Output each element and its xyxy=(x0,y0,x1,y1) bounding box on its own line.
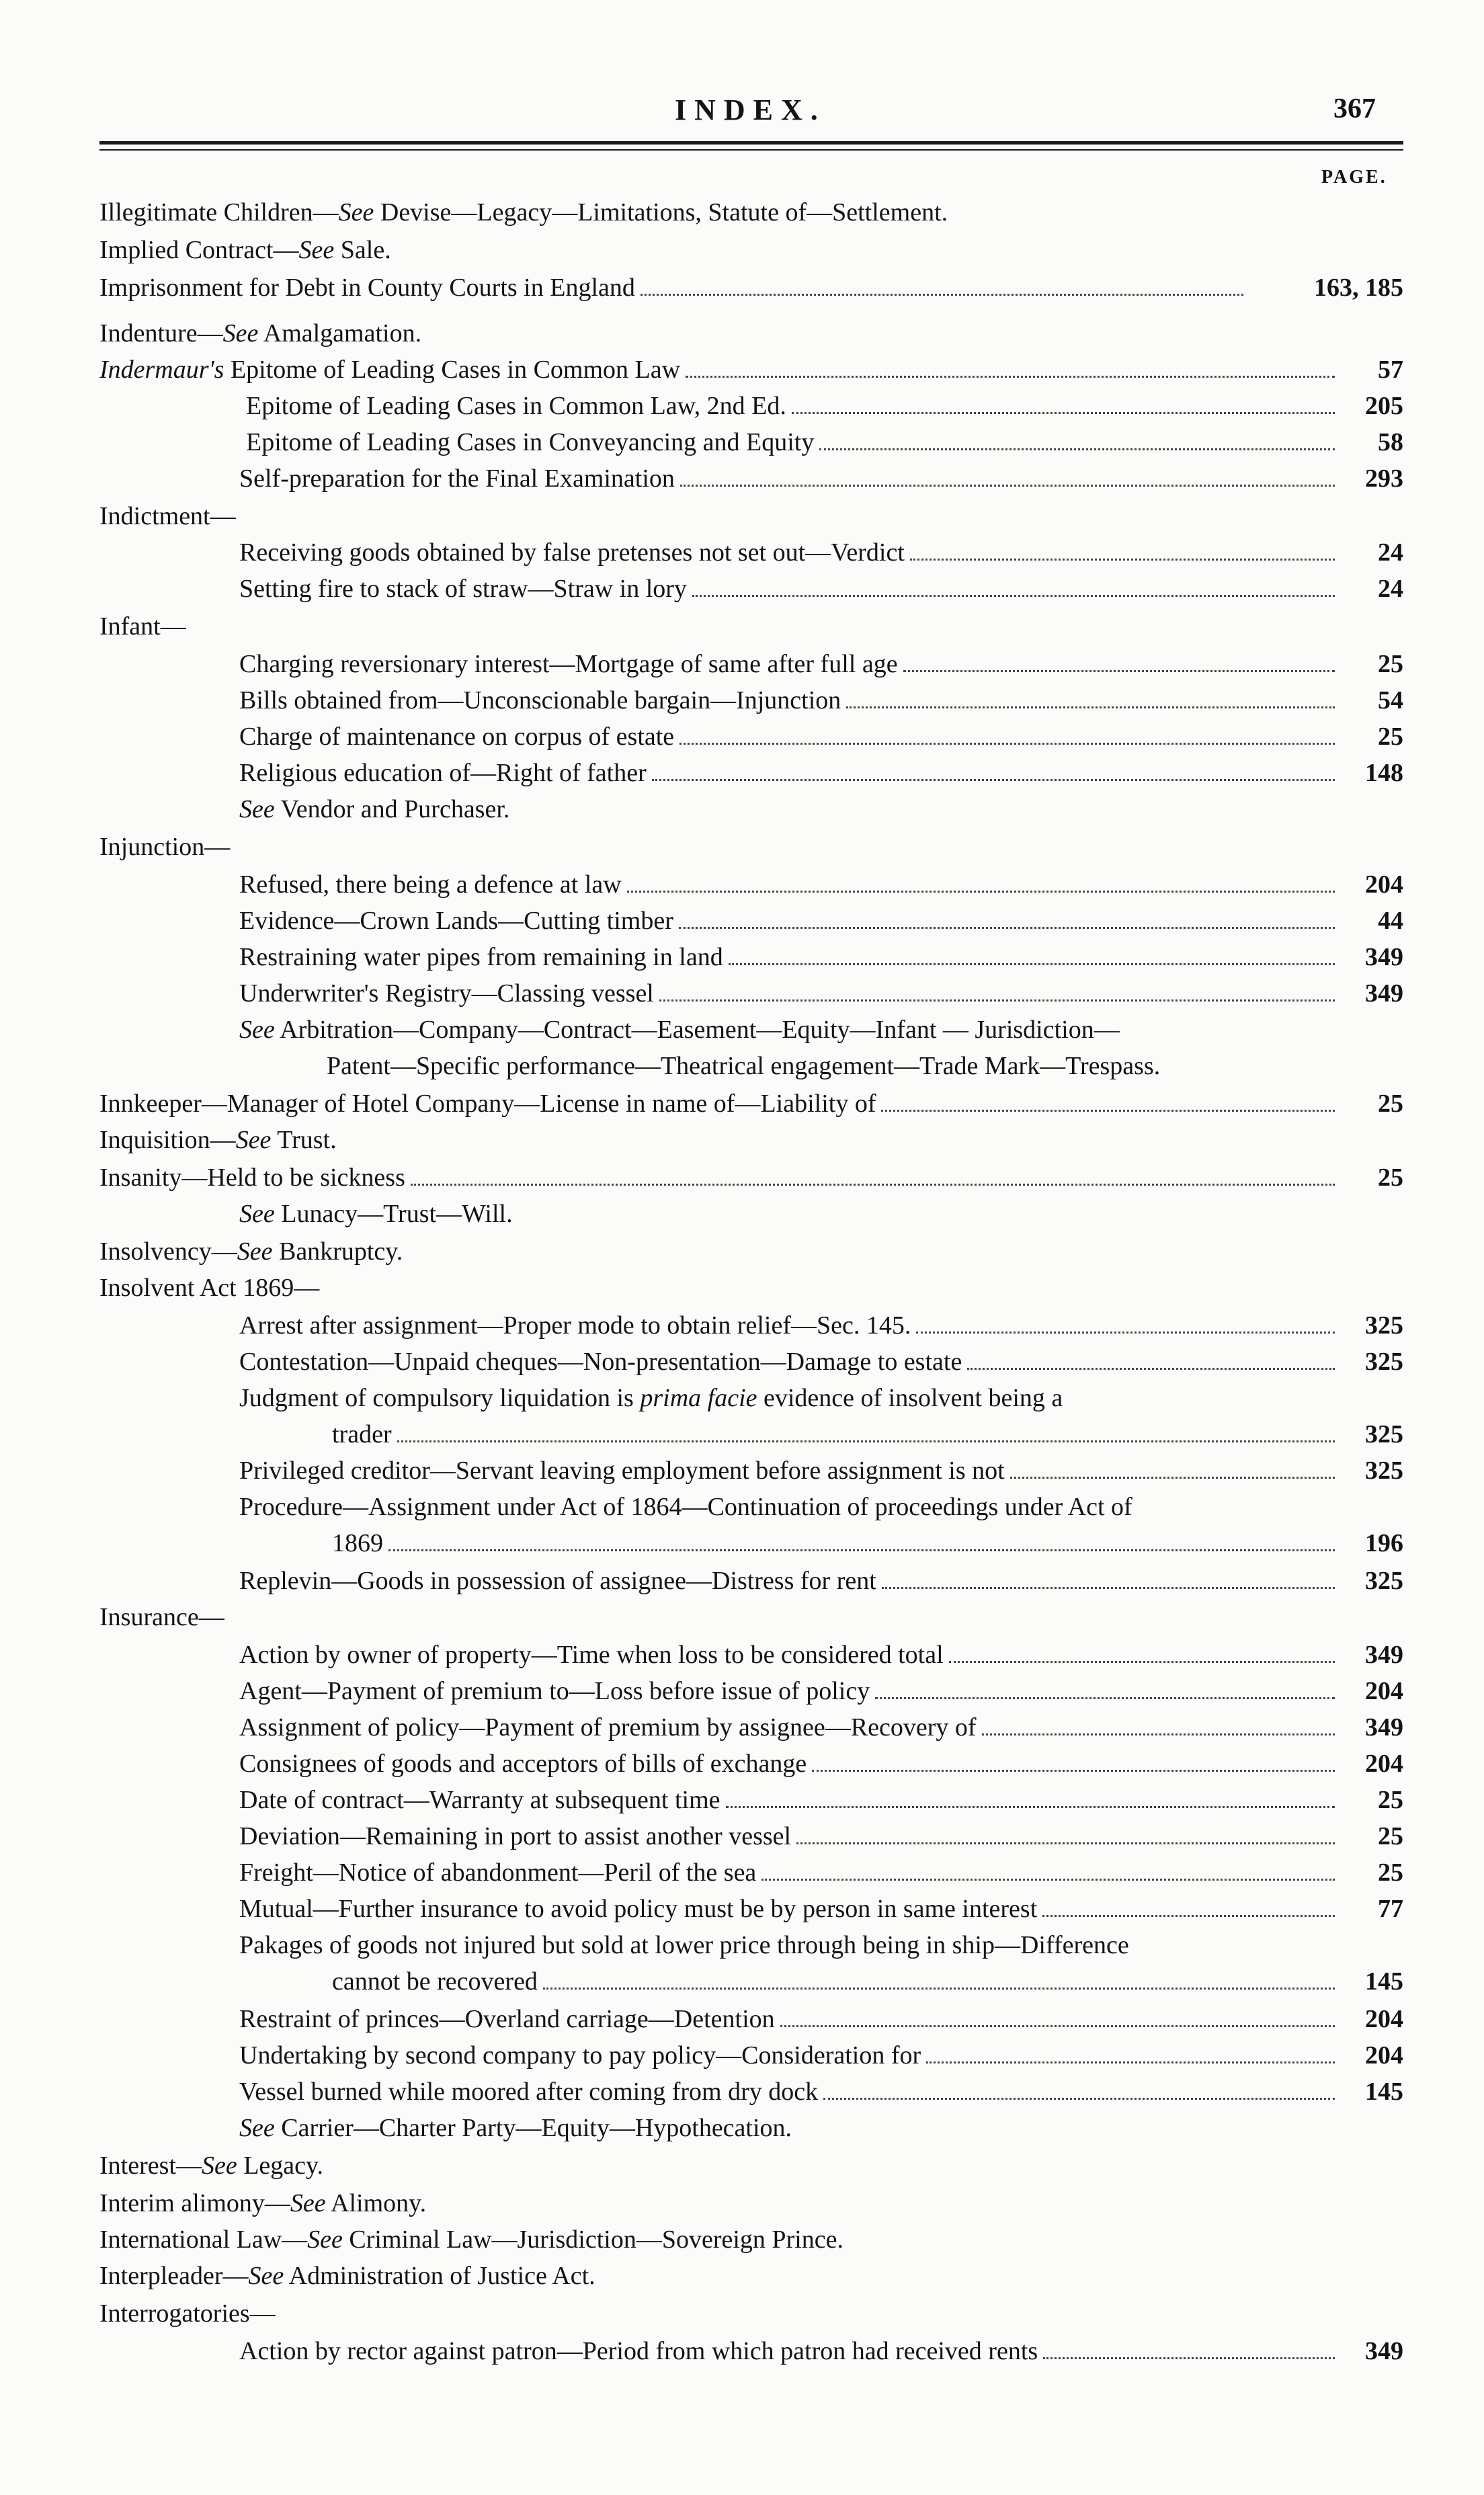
index-entry xyxy=(99,2296,1403,2331)
index-entry xyxy=(99,195,1403,230)
dot-leader xyxy=(679,743,1335,745)
index-entry xyxy=(239,2111,1403,2145)
entry-text: Freight—Notice of abandonment—Peril of the sea xyxy=(239,1858,757,1887)
index-entry xyxy=(239,1196,1403,1231)
entry-page-number: 24 xyxy=(1378,538,1403,567)
index-entry xyxy=(239,571,1403,606)
entry-text: Self-preparation for the Final Examination xyxy=(239,464,675,493)
entry-text: See Lunacy—Trust—Will. xyxy=(239,1200,513,1228)
index-entry xyxy=(332,1526,1403,1561)
index-entry xyxy=(239,535,1403,570)
entry-text: Underwriter's Registry—Classing vessel xyxy=(239,979,654,1008)
entry-text: Injunction— xyxy=(99,833,231,861)
entry-page-number: 25 xyxy=(1378,1858,1403,1887)
entry-text: Replevin—Goods in possession of assignee—Distress for rent xyxy=(239,1567,876,1595)
index-entry xyxy=(239,1453,1403,1488)
entry-text: Action by owner of property—Time when loss to be considered total xyxy=(239,1641,944,1669)
entry-text: Indenture—See Amalgamation. xyxy=(99,319,422,347)
index-entry xyxy=(239,2074,1403,2109)
entry-page-number: 349 xyxy=(1365,1641,1403,1669)
dot-leader xyxy=(411,1184,1335,1186)
entry-text: Procedure—Assignment under Act of 1864—Continuation of proceedings under Act of xyxy=(239,1493,1132,1521)
entry-text: Judgment of compulsory liquidation is prima facie evidence of insolvent being a xyxy=(239,1384,1063,1412)
index-entry xyxy=(239,903,1403,938)
index-entry xyxy=(239,1819,1403,1854)
index-entry xyxy=(99,316,1403,351)
entry-page-number: 196 xyxy=(1365,1529,1403,1557)
entry-text: Refused, there being a defence at law xyxy=(239,870,622,899)
entry-text: Date of contract—Warranty at subsequent time xyxy=(239,1786,720,1814)
index-entry xyxy=(99,1122,1403,1157)
dot-leader xyxy=(1043,2357,1335,2359)
entry-text: Receiving goods obtained by false pretenses not set out—Verdict xyxy=(239,538,905,567)
entry-text: Bills obtained from—Unconscionable bargain—Injunction xyxy=(239,686,841,714)
dot-leader xyxy=(641,294,1243,296)
entry-text: Interim alimony—See Alimony. xyxy=(99,2189,427,2217)
entry-text: Assignment of policy—Payment of premium by assignee—Recovery of xyxy=(239,1713,977,1742)
index-entry xyxy=(99,270,1403,305)
index-entry xyxy=(239,1563,1403,1598)
entry-page-number: 148 xyxy=(1365,759,1403,787)
page-number: 367 xyxy=(1333,93,1376,124)
entry-text: Insolvent Act 1869— xyxy=(99,1274,320,1302)
dot-leader xyxy=(726,1806,1335,1808)
entry-page-number: 325 xyxy=(1365,1567,1403,1595)
entry-text: Consignees of goods and acceptors of bills of exchange xyxy=(239,1750,807,1778)
dot-leader xyxy=(761,1879,1335,1881)
entry-page-number: 204 xyxy=(1365,2041,1403,2070)
entry-text: Vessel burned while moored after coming from dry dock xyxy=(239,2078,819,2106)
index-entry xyxy=(332,1417,1403,1452)
index-entry xyxy=(239,1855,1403,1890)
index-entry xyxy=(239,647,1403,682)
dot-leader xyxy=(627,891,1335,893)
index-entry xyxy=(239,1344,1403,1379)
entry-page-number: 349 xyxy=(1365,1713,1403,1742)
index-entry xyxy=(239,1489,1403,1524)
dot-leader xyxy=(812,1770,1335,1772)
index-entry xyxy=(332,1964,1403,1999)
entry-page-number: 77 xyxy=(1378,1895,1403,1923)
index-entry xyxy=(239,1012,1403,1047)
entry-page-number: 205 xyxy=(1365,392,1403,420)
entry-page-number: 325 xyxy=(1365,1311,1403,1340)
entry-text: Inquisition—See Trust. xyxy=(99,1126,337,1154)
entry-text: Setting fire to stack of straw—Straw in lory xyxy=(239,575,687,603)
entry-text: Indermaur's Epitome of Leading Cases in Common Law xyxy=(99,356,681,384)
entry-text: Charging reversionary interest—Mortgage of same after full age xyxy=(239,650,898,678)
entry-text: Deviation—Remaining in port to assist another vessel xyxy=(239,1822,792,1850)
index-entry xyxy=(99,233,1403,268)
entry-text: trader xyxy=(332,1420,392,1448)
index-entry xyxy=(246,388,1403,423)
index-entry xyxy=(239,1928,1403,1963)
entry-text: Charge of maintenance on corpus of estate xyxy=(239,723,675,751)
index-entry xyxy=(239,1381,1403,1416)
entry-text: Restraining water pipes from remaining in land xyxy=(239,943,723,971)
index-entry xyxy=(239,683,1403,718)
entry-page-number: 25 xyxy=(1378,1163,1403,1192)
entry-page-number: 145 xyxy=(1365,2078,1403,2106)
entry-text: See Vendor and Purchaser. xyxy=(239,795,510,823)
index-entry xyxy=(239,1783,1403,1817)
index-entry xyxy=(99,499,1403,534)
index-entry xyxy=(327,1049,1403,1083)
entry-page-number: 24 xyxy=(1378,575,1403,603)
header-rule xyxy=(99,141,1403,145)
entry-page-number: 163, 185 xyxy=(1314,274,1403,302)
index-entry xyxy=(99,1160,1403,1195)
dot-leader xyxy=(846,706,1335,708)
entry-text: Agent—Payment of premium to—Loss before issue of policy xyxy=(239,1677,870,1705)
dot-leader xyxy=(679,927,1335,929)
entry-page-number: 325 xyxy=(1365,1420,1403,1448)
entry-text: Restraint of princes—Overland carriage—Detention xyxy=(239,2005,775,2033)
dot-leader xyxy=(910,559,1335,561)
entry-text: Interrogatories— xyxy=(99,2299,276,2328)
entry-page-number: 293 xyxy=(1365,464,1403,493)
index-entry xyxy=(99,1270,1403,1305)
entry-page-number: 44 xyxy=(1378,907,1403,935)
entry-text: Infant— xyxy=(99,612,186,641)
dot-leader xyxy=(729,963,1335,965)
entry-text: Epitome of Leading Cases in Conveyancing and Equity xyxy=(246,428,815,456)
entry-page-number: 25 xyxy=(1378,650,1403,678)
dot-leader xyxy=(652,779,1335,781)
entry-page-number: 349 xyxy=(1365,943,1403,971)
dot-leader xyxy=(692,595,1335,597)
entry-text: Action by rector against patron—Period from which patron had received rents xyxy=(239,2337,1038,2365)
entry-text: Privileged creditor—Servant leaving employment before assignment is not xyxy=(239,1457,1005,1485)
index-entry xyxy=(99,1234,1403,1269)
dot-leader xyxy=(659,999,1335,1001)
index-entry xyxy=(239,755,1403,790)
entry-page-number: 25 xyxy=(1378,1090,1403,1118)
dot-leader xyxy=(397,1440,1335,1442)
page-header xyxy=(0,93,1484,133)
entry-page-number: 204 xyxy=(1365,2005,1403,2033)
index-entry xyxy=(99,1600,1403,1635)
entry-page-number: 325 xyxy=(1365,1348,1403,1376)
entry-page-number: 204 xyxy=(1365,870,1403,899)
page-column-heading: PAGE. xyxy=(1321,167,1387,188)
entry-text: cannot be recovered xyxy=(332,1967,538,1996)
index-entry xyxy=(239,792,1403,827)
entry-text: Arrest after assignment—Proper mode to obtain relief—Sec. 145. xyxy=(239,1311,911,1340)
entry-page-number: 204 xyxy=(1365,1677,1403,1705)
entry-text: Pakages of goods not injured but sold at lower price through being in ship—Difference xyxy=(239,1931,1129,1959)
index-entry xyxy=(99,2222,1403,2257)
entry-text: Patent—Specific performance—Theatrical engagement—Trade Mark—Trespass. xyxy=(327,1052,1161,1080)
entry-text: Religious education of—Right of father xyxy=(239,759,647,787)
dot-leader xyxy=(926,2061,1335,2063)
index-entry xyxy=(99,609,1403,644)
entry-text: See Arbitration—Company—Contract—Easement—Equity—Infant — Jurisdiction— xyxy=(239,1016,1120,1044)
dot-leader xyxy=(949,1661,1335,1663)
dot-leader xyxy=(780,2025,1335,2027)
entry-page-number: 349 xyxy=(1365,2337,1403,2365)
entry-text: Implied Contract—See Sale. xyxy=(99,236,391,264)
entry-text: Interpleader—See Administration of Justice Act. xyxy=(99,2262,595,2290)
dot-leader xyxy=(916,1332,1335,1334)
entry-text: Innkeeper—Manager of Hotel Company—License in name of—Liability of xyxy=(99,1090,876,1118)
entry-page-number: 25 xyxy=(1378,723,1403,751)
entry-page-number: 145 xyxy=(1365,1967,1403,1996)
index-entry xyxy=(239,1746,1403,1781)
dot-leader xyxy=(882,1587,1335,1589)
index-entry xyxy=(239,1710,1403,1745)
dot-leader xyxy=(543,1988,1335,1990)
entry-text: 1869 xyxy=(332,1529,383,1557)
index-entry xyxy=(239,1891,1403,1926)
entry-text: Contestation—Unpaid cheques—Non-presentation—Damage to estate xyxy=(239,1348,962,1376)
index-entry xyxy=(99,2258,1403,2293)
header-rule-thin xyxy=(99,149,1403,151)
entry-text: Epitome of Leading Cases in Common Law, 2nd Ed. xyxy=(246,392,786,420)
dot-leader xyxy=(881,1110,1335,1112)
index-entry xyxy=(239,2002,1403,2037)
dot-leader xyxy=(823,2098,1335,2100)
dot-leader xyxy=(819,448,1335,450)
entry-text: Imprisonment for Debt in County Courts in England xyxy=(99,274,635,302)
entry-text: Insanity—Held to be sickness xyxy=(99,1163,405,1192)
entry-page-number: 349 xyxy=(1365,979,1403,1008)
entry-text: See Carrier—Charter Party—Equity—Hypothecation. xyxy=(239,2114,792,2142)
entry-text: International Law—See Criminal Law—Jurisdiction—Sovereign Prince. xyxy=(99,2225,844,2254)
entry-page-number: 25 xyxy=(1378,1786,1403,1814)
dot-leader xyxy=(1042,1915,1335,1917)
index-entry xyxy=(246,425,1403,460)
index-entry xyxy=(99,2148,1403,2183)
index-entry xyxy=(239,1637,1403,1672)
dot-leader xyxy=(967,1368,1335,1370)
index-entry xyxy=(99,2186,1403,2221)
entry-text: Undertaking by second company to pay policy—Consideration for xyxy=(239,2041,921,2070)
dot-leader xyxy=(982,1733,1335,1735)
index-entry xyxy=(239,2334,1403,2369)
index-entry xyxy=(239,1308,1403,1343)
entry-page-number: 204 xyxy=(1365,1750,1403,1778)
dot-leader xyxy=(796,1842,1335,1844)
dot-leader xyxy=(388,1549,1335,1551)
index-entry xyxy=(239,867,1403,902)
entry-text: Evidence—Crown Lands—Cutting timber xyxy=(239,907,673,935)
entry-text: Mutual—Further insurance to avoid policy must be by person in same interest xyxy=(239,1895,1038,1923)
index-entry xyxy=(239,1674,1403,1709)
entry-page-number: 54 xyxy=(1378,686,1403,714)
index-entry xyxy=(239,461,1403,496)
page-title: INDEX. xyxy=(675,93,826,126)
index-entry xyxy=(239,2038,1403,2073)
index-entry xyxy=(239,976,1403,1011)
entry-text: Insurance— xyxy=(99,1603,224,1631)
entry-text: Insolvency—See Bankruptcy. xyxy=(99,1237,403,1266)
entry-text: Illegitimate Children—See Devise—Legacy—Limitations, Statute of—Settlement. xyxy=(99,198,948,227)
entry-page-number: 57 xyxy=(1378,356,1403,384)
entry-text: Indictment— xyxy=(99,502,236,530)
dot-leader xyxy=(875,1697,1335,1699)
dot-leader xyxy=(686,376,1335,378)
dot-leader xyxy=(792,412,1335,414)
entry-page-number: 58 xyxy=(1378,428,1403,456)
dot-leader xyxy=(903,670,1335,672)
index-entry xyxy=(99,1086,1403,1121)
index-entry xyxy=(99,352,1403,387)
entry-page-number: 325 xyxy=(1365,1457,1403,1485)
dot-leader xyxy=(1010,1477,1335,1479)
index-entry xyxy=(239,719,1403,754)
index-entry xyxy=(99,829,1403,864)
dot-leader xyxy=(680,485,1335,487)
entry-text: Interest—See Legacy. xyxy=(99,2152,324,2180)
index-entry xyxy=(239,940,1403,975)
entry-page-number: 25 xyxy=(1378,1822,1403,1850)
